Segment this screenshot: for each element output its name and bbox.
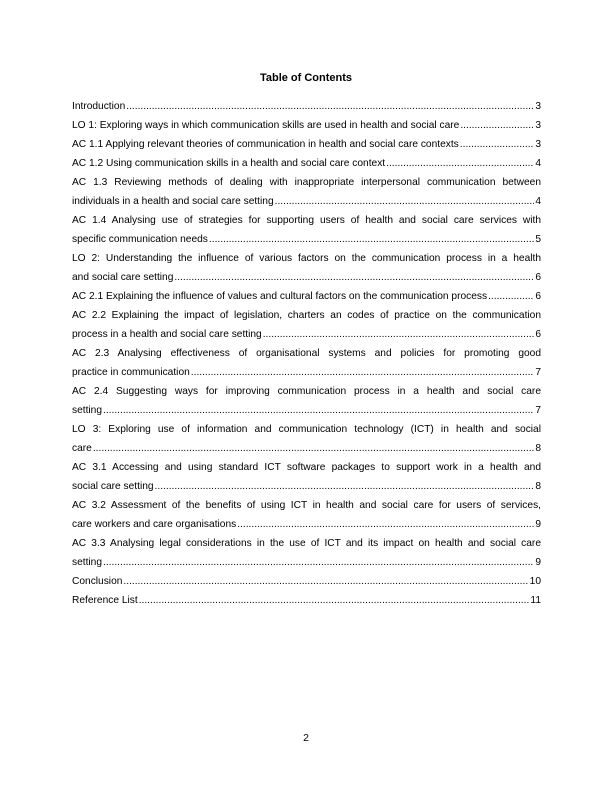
toc-entry-title-line1: LO 2: Understanding the influence of various factors on the communication process in a health: [72, 253, 541, 264]
toc-entry-title-line1: AC 3.2 Assessment of the benefits of using ICT in health and social care for users of services,: [72, 500, 541, 511]
toc-leader-dots: [386, 154, 534, 173]
toc-entry-title: specific communication needs: [72, 234, 208, 245]
toc-page-number: 4: [535, 158, 541, 169]
toc-entry[interactable]: [72, 382, 541, 420]
toc-leader-dots: [155, 477, 535, 496]
toc-page-number: 10: [529, 576, 541, 587]
toc-entry-title: setting: [72, 557, 103, 568]
toc-entry[interactable]: [72, 344, 541, 382]
toc-page-number: 5: [535, 234, 541, 245]
toc-entry-title-line1: AC 1.4 Analysing use of strategies for supporting users of health and social care services with: [72, 215, 541, 226]
toc-leader-dots: [174, 268, 534, 287]
toc-page-number: 6: [535, 272, 541, 283]
toc-entry-title: social care setting: [72, 481, 154, 492]
toc-leader-dots: [209, 230, 534, 249]
toc-entry-title-line1: AC 3.1 Accessing and using standard ICT software packages to support work in a health and: [72, 462, 541, 473]
toc-entry-title-line1: AC 1.3 Reviewing methods of dealing with inappropriate interpersonal communication between: [72, 177, 541, 188]
toc-page-number: 11: [530, 595, 541, 606]
toc-leader-dots: [275, 192, 535, 211]
toc-page-number: 3: [535, 120, 541, 131]
toc-entry-title-line1: LO 3: Exploring use of information and communication technology (ICT) in health and social: [72, 424, 541, 435]
toc-page-number: 4: [535, 196, 541, 207]
toc-page-number: 8: [535, 481, 541, 492]
toc-entry-title: AC 1.1 Applying relevant theories of communication in health and social care contexts: [72, 139, 459, 150]
toc-entry[interactable]: [72, 173, 541, 211]
toc-page-number: 7: [535, 367, 541, 378]
toc-leader-dots: [103, 553, 534, 572]
toc-leader-dots: [263, 325, 535, 344]
toc-entry-title-line1: AC 3.3 Analysing legal considerations in the use of ICT and its impact on health and social care: [72, 538, 541, 549]
toc-title: Table of Contents: [259, 72, 353, 84]
toc-entry-title: process in a health and social care setting: [72, 329, 262, 340]
toc-entry-title-line1: AC 2.2 Explaining the impact of legislation, charters an codes of practice on the communication: [72, 310, 541, 321]
toc-page-number: 3: [535, 139, 541, 150]
toc-entry-title: AC 1.2 Using communication skills in a health and social care context: [72, 158, 386, 169]
toc-leader-dots: [126, 97, 534, 116]
toc-entry-title: and social care setting: [72, 272, 174, 283]
toc-leader-dots: [139, 591, 530, 610]
toc-page-number: 9: [535, 519, 541, 530]
toc-entry-title: individuals in a health and social care setting: [72, 196, 274, 207]
toc-entry[interactable]: [72, 306, 541, 344]
page-number: 2: [303, 732, 309, 744]
toc-entry[interactable]: [72, 97, 541, 116]
toc-entry[interactable]: [72, 249, 541, 287]
toc-leader-dots: [237, 515, 534, 534]
toc-page-number: 9: [535, 557, 541, 568]
toc-entry-title: Introduction: [72, 101, 126, 112]
toc-entry-title: practice in communication: [72, 367, 190, 378]
toc-leader-dots: [460, 116, 534, 135]
toc-leader-dots: [123, 572, 528, 591]
toc-page-number: 6: [535, 329, 541, 340]
toc-leader-dots: [191, 363, 535, 382]
toc-entry-title: care: [72, 443, 92, 454]
toc-entry-title: Reference List: [72, 595, 138, 606]
toc-page-number: 6: [535, 291, 541, 302]
toc-page-number: 7: [535, 405, 541, 416]
toc-entry-title: AC 2.1 Explaining the influence of values and cultural factors on the communication process: [72, 291, 488, 302]
toc-entry[interactable]: [72, 420, 541, 458]
toc-leader-dots: [488, 287, 534, 306]
toc-entry[interactable]: [72, 458, 541, 496]
toc-entry[interactable]: [72, 211, 541, 249]
toc-leader-dots: [460, 135, 535, 154]
toc-entry[interactable]: [72, 591, 541, 610]
toc-entry-title: Conclusion: [72, 576, 123, 587]
toc-entry-title: care workers and care organisations: [72, 519, 237, 530]
toc-page-number: 3: [535, 101, 541, 112]
toc-entry[interactable]: [72, 534, 541, 572]
toc-entry[interactable]: [72, 572, 541, 591]
toc-entry[interactable]: [72, 496, 541, 534]
toc-entry[interactable]: [72, 116, 541, 135]
toc-page-number: 8: [535, 443, 541, 454]
toc-entry-title: LO 1: Exploring ways in which communication skills are used in health and social care: [72, 120, 460, 131]
toc-entry[interactable]: [72, 135, 541, 154]
toc-entry[interactable]: [72, 154, 541, 173]
toc-list: [72, 97, 541, 610]
toc-entry[interactable]: [72, 287, 541, 306]
toc-entry-title-line1: AC 2.4 Suggesting ways for improving communication process in a health and social care: [72, 386, 541, 397]
toc-leader-dots: [93, 439, 535, 458]
toc-leader-dots: [103, 401, 534, 420]
toc-entry-title-line1: AC 2.3 Analysing effectiveness of organisational systems and policies for promoting good: [72, 348, 541, 359]
toc-entry-title: setting: [72, 405, 103, 416]
